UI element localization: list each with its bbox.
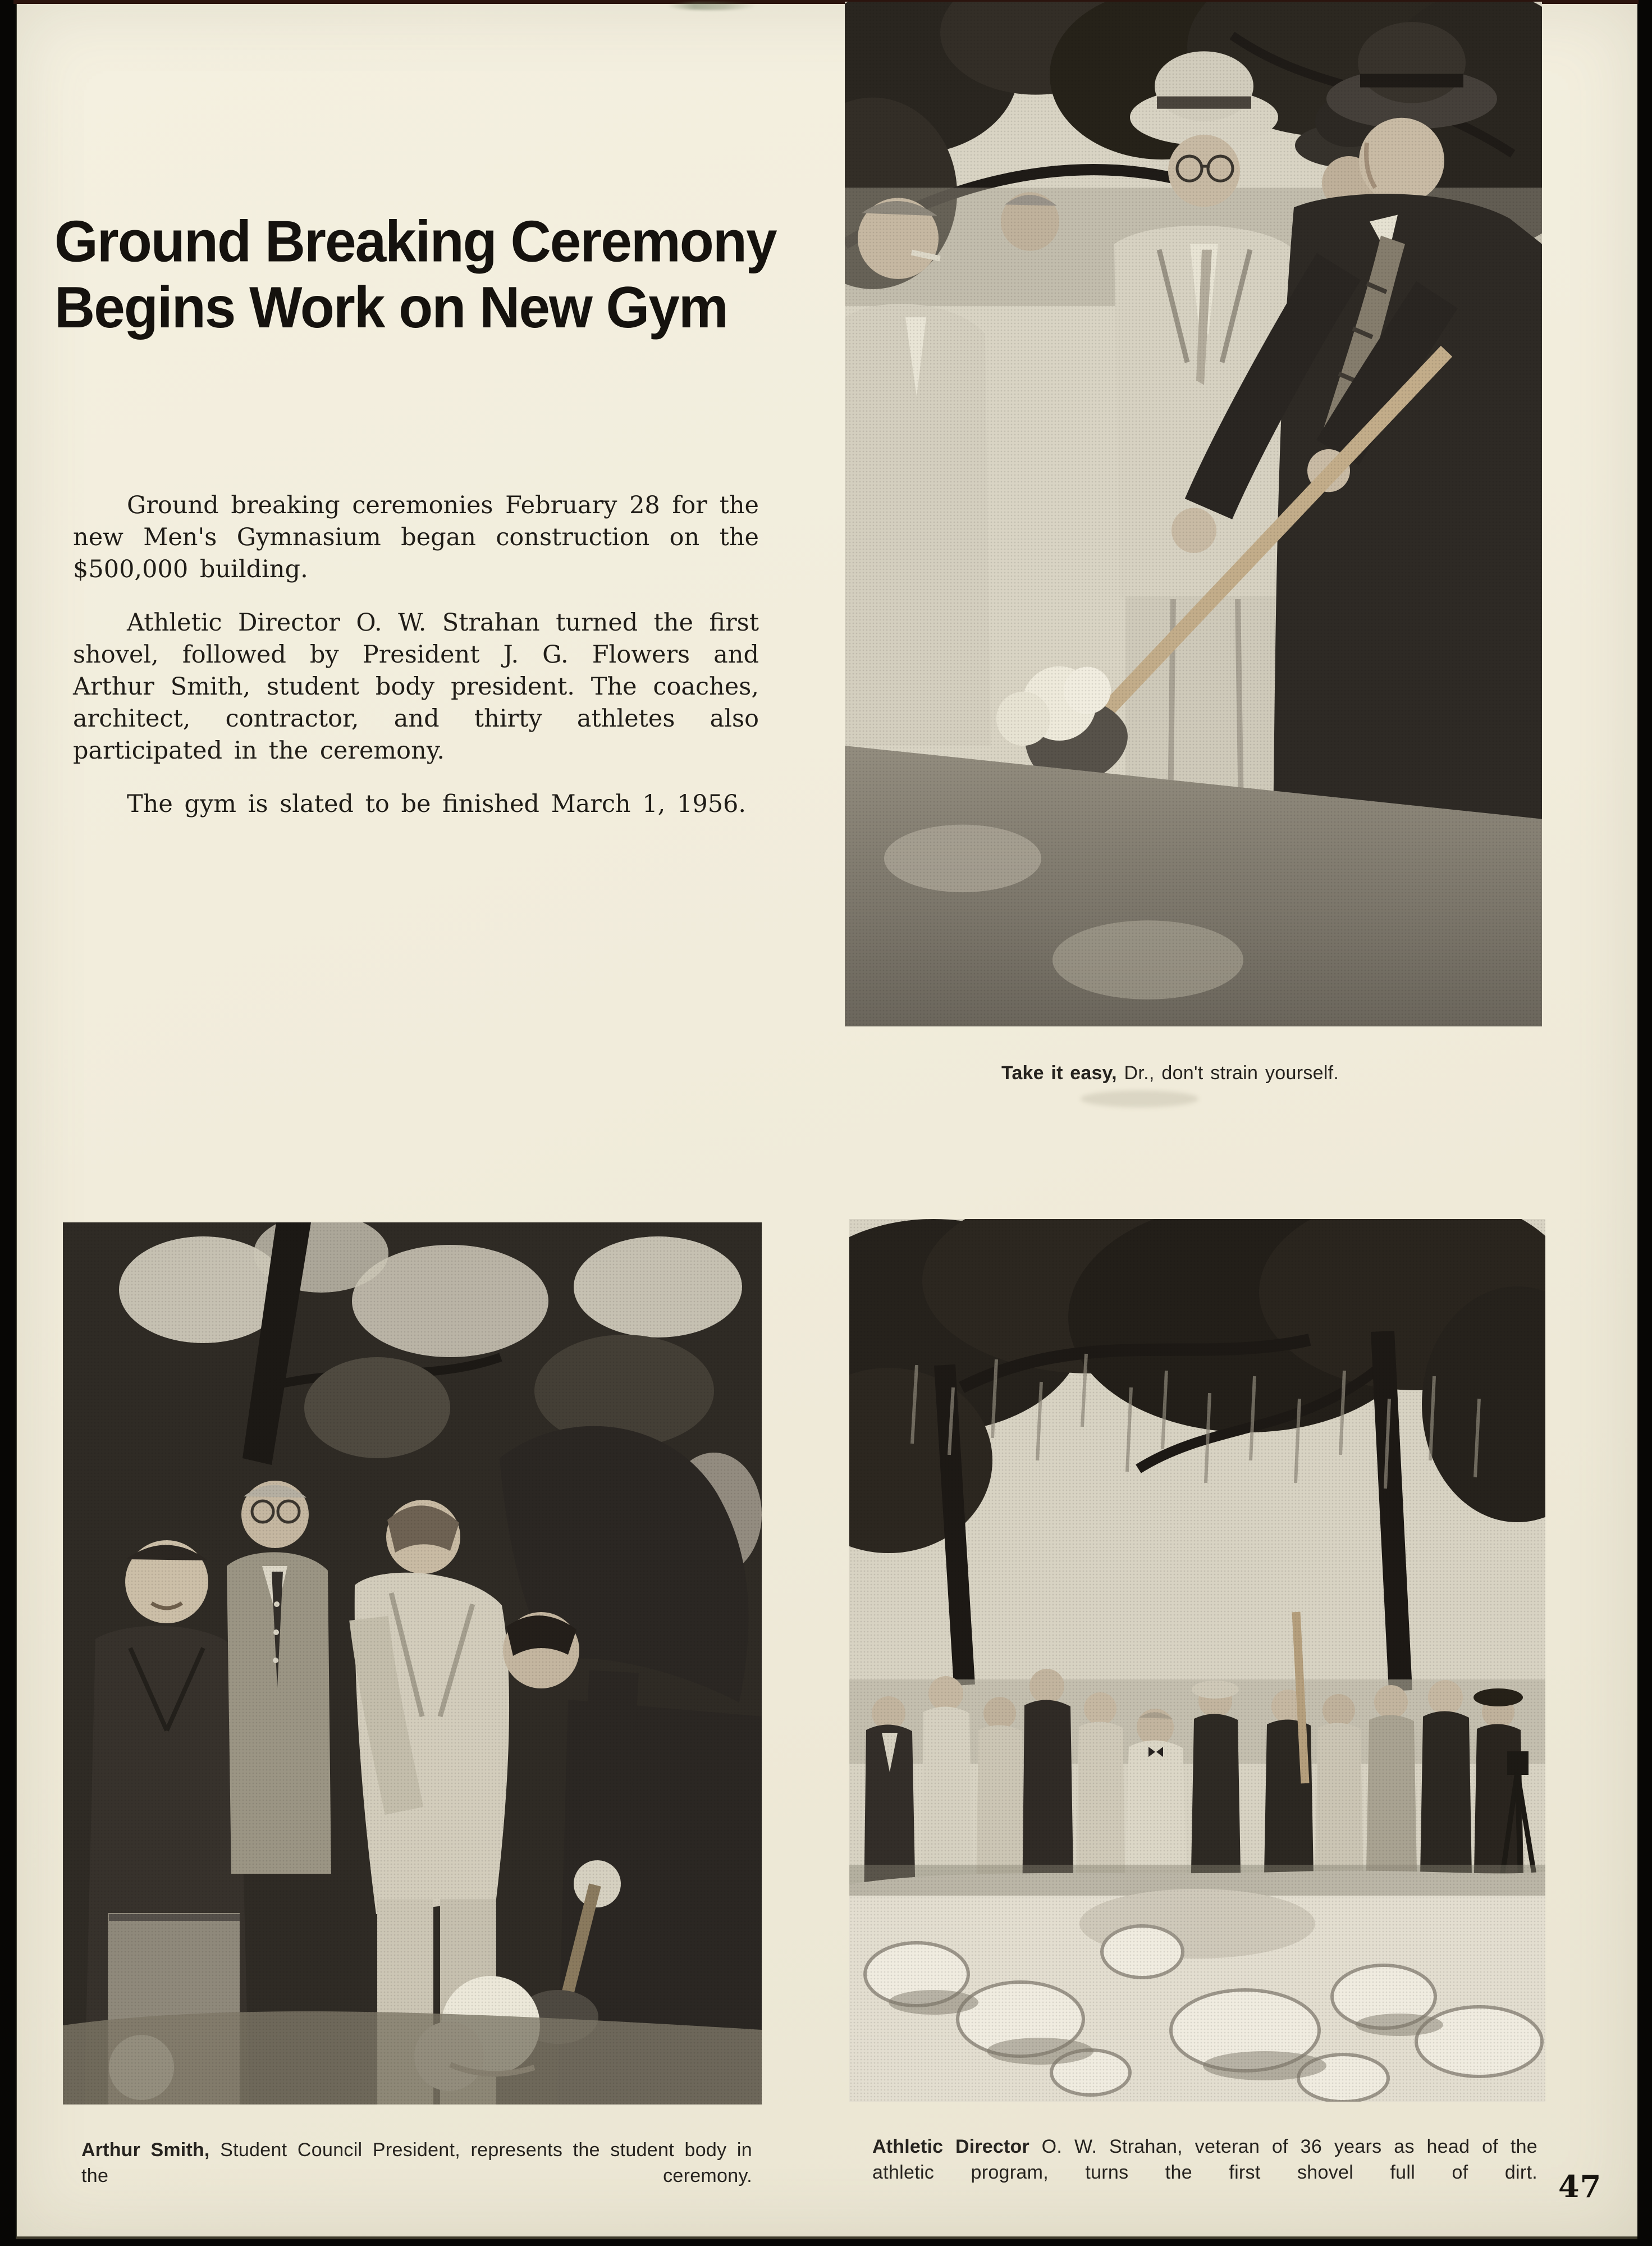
caption-br-rest: O. W. Strahan, veteran of 36 years as head of the athletic program, turns the first shovel full of dirt.: [872, 2136, 1537, 2183]
paragraph-3: The gym is slated to be finished March 1, 1956.: [127, 790, 747, 818]
paragraph-2: Athletic Director O. W. Strahan turned the first shovel, followed by President J. G. Flowers and Arthur Smith, student body president. The coaches, architect, contractor, and thirty athletes also participated in the ceremony.: [73, 609, 759, 765]
photo-groundbreaking-illustration: [845, 2, 1542, 1026]
page-number: 47: [1558, 2169, 1602, 2204]
caption-br-lead: Athletic Director: [872, 2136, 1029, 2157]
caption-top-lead: Take it easy,: [1001, 1062, 1117, 1084]
article-body: [73, 490, 759, 820]
caption-bl-rest: Student Council President, represents the student body in the ceremony.: [81, 2139, 752, 2186]
caption-top-photo: [1001, 1060, 1619, 1086]
caption-bottom-left-photo: [81, 2137, 752, 2215]
photo-arthur-smith: [63, 1222, 762, 2105]
paragraph-1: Ground breaking ceremonies February 28 for the new Men's Gymnasium began construction on the $500,000 building.: [73, 491, 759, 583]
photo-strahan-group-illustration: [849, 1219, 1545, 2102]
photo-groundbreaking-shovel: [845, 2, 1542, 1026]
caption-top-rest: Dr., don't strain yourself.: [1116, 1062, 1339, 1084]
caption-bl-lead: Arthur Smith,: [81, 2139, 210, 2161]
article-title-line1: Ground Breaking Ceremony: [54, 209, 776, 275]
article-title-line2: Begins Work on New Gym: [54, 275, 727, 340]
photo-strahan-group: [849, 1219, 1545, 2102]
photo-arthur-smith-illustration: [63, 1222, 762, 2105]
caption-bottom-right-photo: [872, 2134, 1537, 2211]
article-title: [54, 209, 840, 341]
